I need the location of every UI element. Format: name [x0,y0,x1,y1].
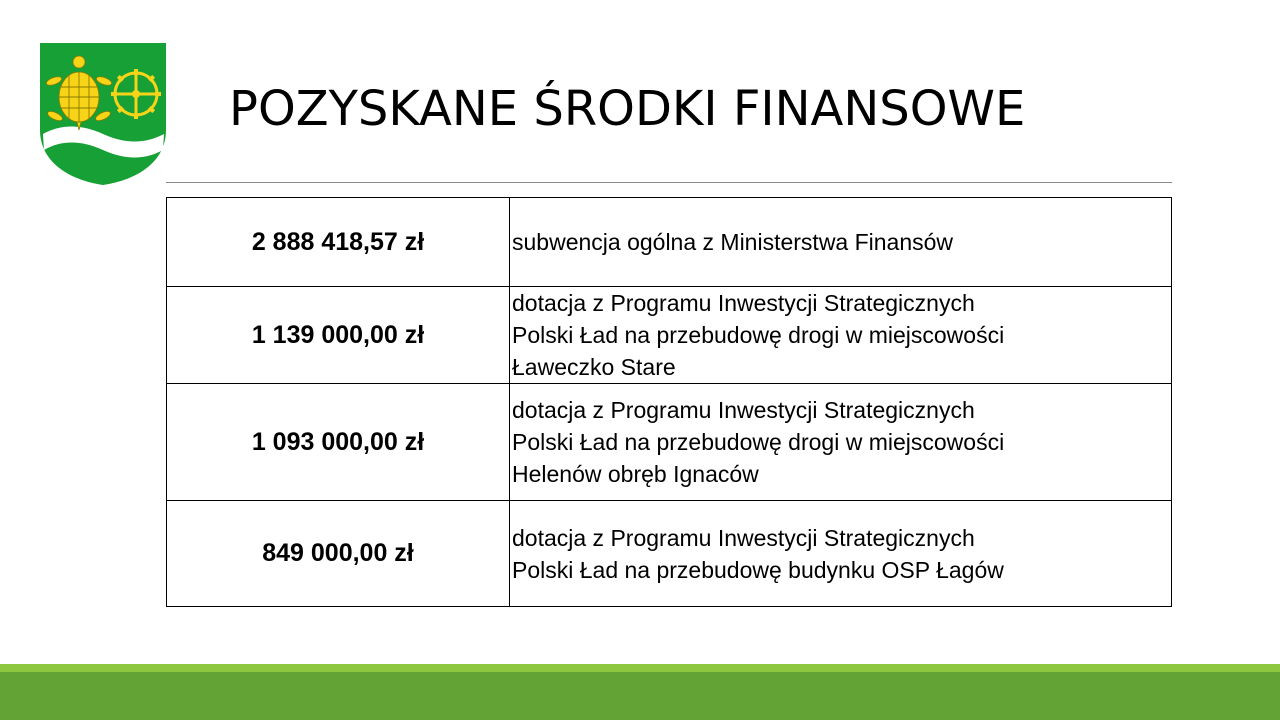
description-line: dotacja z Programu Inwestycji Strategicznych [512,290,975,316]
table-row [167,198,1172,287]
amount-cell: 849 000,00 zł [167,501,510,607]
description-line: subwencja ogólna z Ministerstwa Finansów [512,229,954,255]
title-divider [166,182,1172,183]
description-line: Polski Ład na przebudowę budynku OSP Łagów [512,556,1004,583]
description-line: Polski Ład na przebudowę drogi w miejscowości [512,429,1005,455]
description-line: dotacja z Programu Inwestycji Strategicznych [512,397,975,423]
table-row [167,384,1172,501]
footer-band-dark [0,672,1280,720]
funds-table [166,197,1172,607]
amount-cell: 2 888 418,57 zł [167,198,510,287]
coat-of-arms-icon [39,42,168,186]
table-row [167,287,1172,384]
footer-band-light [0,664,1280,672]
table-row [167,501,1172,607]
description-cell [510,287,1172,384]
amount-cell: 1 093 000,00 zł [167,384,510,501]
description-cell [510,384,1172,501]
page-title: POZYSKANE ŚRODKI FINANSOWE [229,81,1026,137]
description-cell [510,198,1172,287]
description-line: dotacja z Programu Inwestycji Strategicznych [512,524,975,551]
coat-of-arms-logo [39,42,168,186]
description-line: Polski Ład na przebudowę drogi w miejscowości [512,322,1005,348]
description-line: Ławeczko Stare [512,354,676,380]
description-line: Helenów obręb Ignaców [512,461,759,487]
description-cell [510,501,1172,607]
amount-cell: 1 139 000,00 zł [167,287,510,384]
